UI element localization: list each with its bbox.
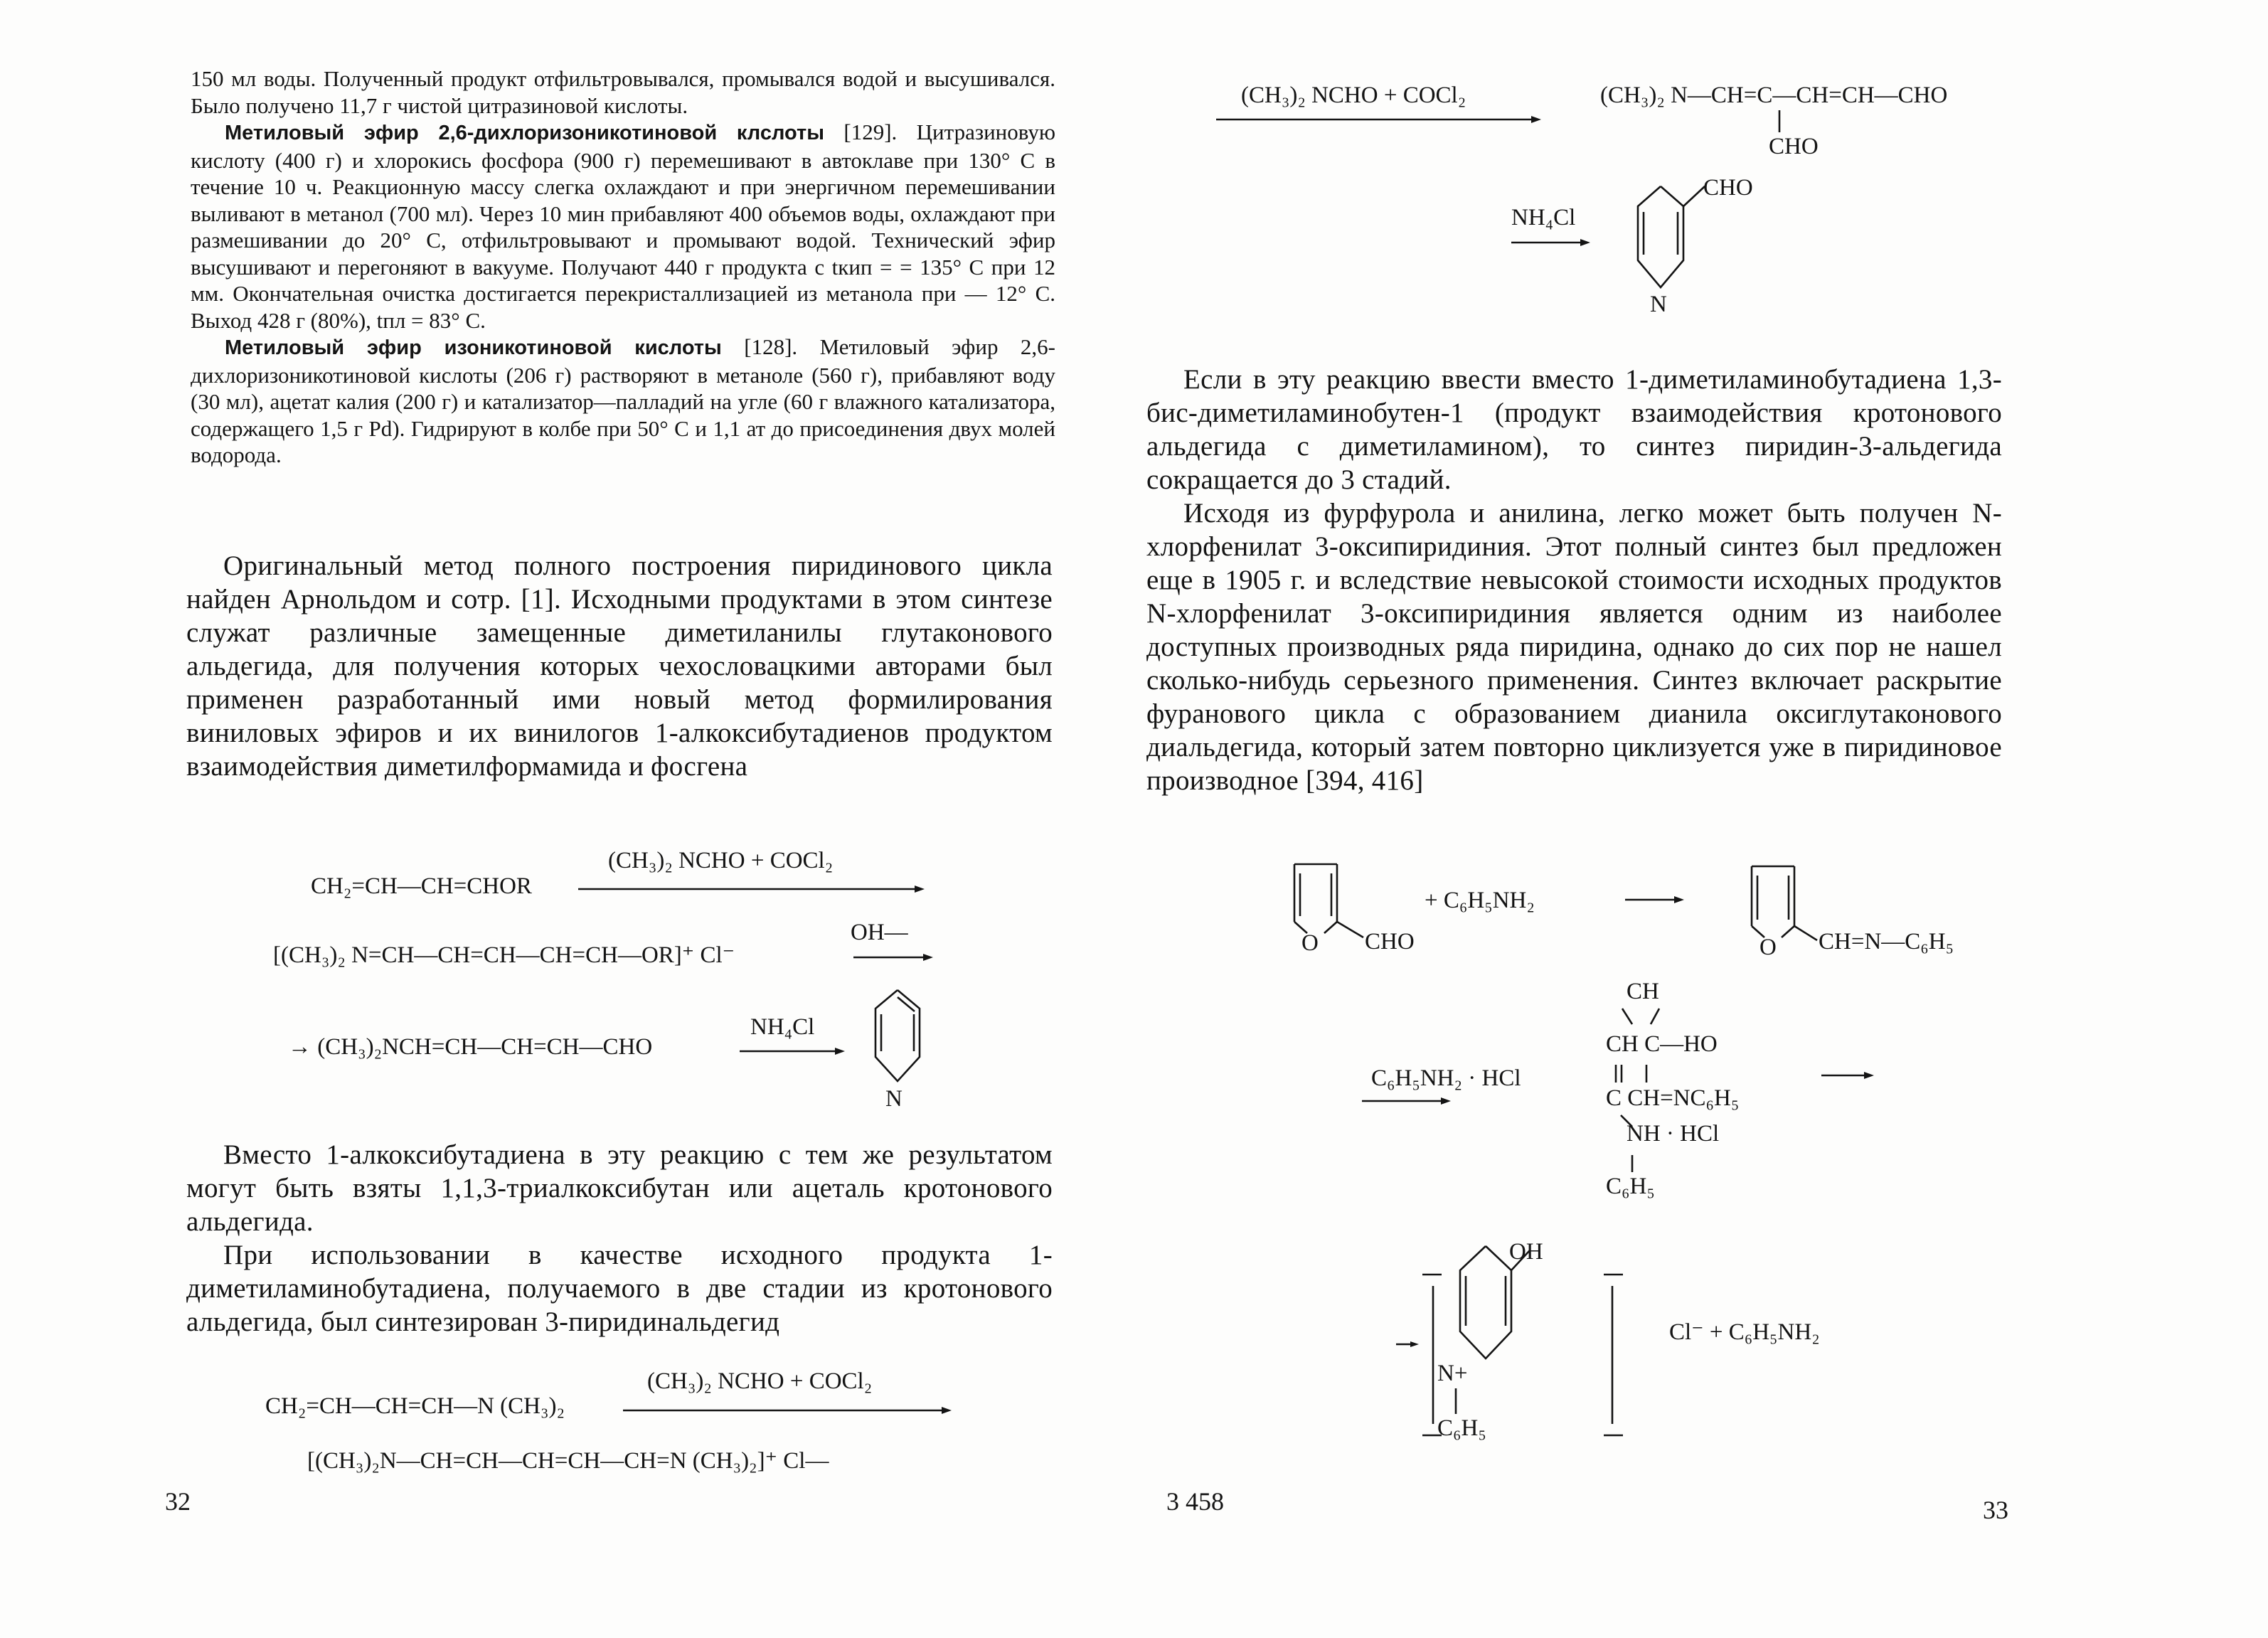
experimental-p0: 150 мл воды. Полученный продукт отфильтровывался, промывался водой и высушивался. Было получено 11,7 г чистой цитразиновой кислоты. — [191, 66, 1055, 118]
s4-n-plus: N+ — [1437, 1361, 1468, 1386]
experimental-heading-2: Метиловый эфир изоникотиновой кислоты — [225, 336, 722, 359]
scheme-4-graphics — [1134, 0, 2268, 1638]
s4-i-row3: C CH=NC₆H₅ — [1606, 1085, 1740, 1111]
bracket-left — [1422, 1275, 1442, 1435]
s1-ring-n: N — [885, 1086, 903, 1112]
s4-tail: Cl⁻ + C₆H₅NH₂ — [1669, 1319, 1820, 1345]
furfural-ring-icon — [1294, 864, 1363, 937]
experimental-text-1: [129]. Цитразиновую кислоту (400 г) и хлорокись фосфора (900 г) перемешивают в автоклаве при 130° С в течение 10 ч. Реакционную массу слегка охлаждают и при энергичном перемешивании выливают в метанол (700 мл). Через 10 мин прибавляют 400 объемов воды, охлаждают при размешивании до 20° С, отфильтровывают и промывают водой. Технический эфир высушивают и перегоняют в вакууме. Получают 440 г продукта с tкип = = 135° С при 12 мм. Окончательная очистка достигается перекристаллизацией из метанола при — 12° С. Выход 428 г (80%), tпл = 83° С. — [191, 119, 1055, 333]
s1-row3-reagent: NH₄Cl — [750, 1014, 815, 1040]
s3-product: (CH₃)₂ N—CH=C—CH=CH—CHO — [1600, 83, 1948, 108]
s2-row2: [(CH₃)₂N—CH=CH—CH=CH—CH=N (CH₃)₂]⁺ Cl— — [307, 1448, 829, 1474]
dianil-bonds — [1616, 1009, 1659, 1172]
s1-row2-left: [(CH₃)₂ N=CH—CH=CH—CH=CH—OR]⁺ Cl⁻ — [273, 942, 735, 968]
s4-product-sub: CH=N—C₆H₅ — [1819, 929, 1954, 954]
s4-reagent: C₆H₅NH₂ · HCl — [1371, 1065, 1521, 1091]
right-page — [1134, 0, 2268, 1638]
s4-arrow-1-head — [1674, 896, 1684, 903]
furfurylidene-aniline-ring-icon — [1752, 866, 1817, 940]
s4-i-row2: CH C—HO — [1606, 1031, 1718, 1057]
s3-reagent-2: NH₄Cl — [1511, 205, 1576, 230]
s4-i-nh: NH · HCl — [1627, 1121, 1720, 1147]
left-paragraph-2-text: Вместо 1-алкоксибутадиена в эту реакцию с тем же результатом могут быть взяты 1,1,3-триалкоксибутан или ацеталь кротонового альдегида. — [186, 1139, 1053, 1237]
s4-i-ch: CH — [1627, 979, 1659, 1004]
s4-oh: OH — [1509, 1239, 1543, 1265]
s2-arrow-head — [942, 1407, 952, 1414]
s1-row3-left: → (CH₃)₂NCH=CH—CH=CH—CHO — [288, 1034, 653, 1060]
s3-ring-cho: CHO — [1703, 175, 1753, 201]
experimental-heading-1: Метиловый эфир 2,6-дихлоризоникотиновой клслоты — [225, 122, 824, 144]
signature-mark: 3 458 — [1166, 1487, 1224, 1516]
s4-furan-o: O — [1301, 930, 1319, 956]
right-paragraph-1-text: Если в эту реакцию ввести вместо 1-диметиламинобутадиена 1,3-бис-диметиламинобутен-1 (продукт взаимодействия кротонового альдегида с диметиламином), то синтез пиридин-3-альдегида сокращается до 3 стадий. — [1146, 364, 2002, 495]
s4-n-ph: C₆H₅ — [1437, 1415, 1486, 1441]
right-paragraph-2-text: Исходя из фурфурола и анилина, легко может быть получен N-хлорфенилат 3-оксипиридиния. Этот полный синтез был предложен еще в 1905 г. и вследствие невысокой стоимости исходных продуктов N-хлорфенилат 3-оксипиридиния является одним из наиболее доступных производных ряда пиридина, однако до сих пор не нашел сколько-нибудь серьезного применения. Синтез включает раскрытие фуранового цикла с образованием дианила оксиглутаконового диальдегида, который затем повторно циклизуется уже в пиридиновое производное [394, 416] — [1146, 498, 2002, 796]
page-number-left: 32 — [165, 1487, 191, 1516]
s2-row1-left: CH₂=CH—CH=CH—N (CH₃)₂ — [265, 1393, 565, 1419]
s3-reagent: (CH₃)₂ NCHO + COCl₂ — [1241, 83, 1466, 108]
s4-i-ph: C₆H₅ — [1606, 1174, 1655, 1199]
s4-arrow-4-head — [1410, 1341, 1419, 1347]
bracket-right — [1604, 1275, 1623, 1435]
left-paragraph-1-text: Оригинальный метод полного построения пиридинового цикла найден Арнольдом и сотр. [1]. Исходными продуктами в этом синтезе служат различные замещенные диметиланилы глутаконового альдегида, для получения которых чехословацкими авторами был применен разработанный ими новый метод формилирования виниловых эфиров и их винилогов 1-алкоксибутадиенов продуктом взаимодействия диметилформамида и фосгена — [186, 551, 1053, 782]
s1-row1-left: CH₂=CH—CH=CHOR — [311, 873, 532, 899]
s2-row1-reagent: (CH₃)₂ NCHO + COCl₂ — [647, 1368, 873, 1394]
s4-plus-aniline: + C₆H₅NH₂ — [1425, 888, 1535, 913]
s4-arrow-3-head — [1864, 1072, 1874, 1079]
s3-ring-n: N — [1650, 292, 1667, 317]
left-paragraph-3-text: При использовании в качестве исходного продукта 1-диметиламинобутадиена, получаемого в две стадии из кротонового альдегида, был синтезирован 3-пиридинальдегид — [186, 1240, 1053, 1337]
s1-row2-reagent: OH— — [851, 920, 908, 945]
experimental-text-2: [128]. Метиловый эфир 2,6-дихлоризоникотиновой кислоты (206 г) растворяют в метаноле (560 г), прибавляют воду (30 мл), ацетат калия (200 г) и катализатор—палладий на угле (60 г влажного катализатора, содержащего 1,5 г Pd). Гидрируют в колбе при 50° С и 1,1 ат до присоединения двух молей водорода. — [191, 334, 1055, 467]
page-number-right: 33 — [1983, 1496, 2008, 1524]
s4-furan-cho: CHO — [1365, 929, 1415, 954]
hydroxypyridinium-ring-icon — [1456, 1246, 1530, 1414]
s1-row1-reagent: (CH₃)₂ NCHO + COCl₂ — [608, 848, 834, 873]
s4-product-o: O — [1759, 935, 1777, 960]
s4-arrow-2-head — [1441, 1097, 1451, 1105]
s3-product-cho: CHO — [1769, 134, 1819, 159]
